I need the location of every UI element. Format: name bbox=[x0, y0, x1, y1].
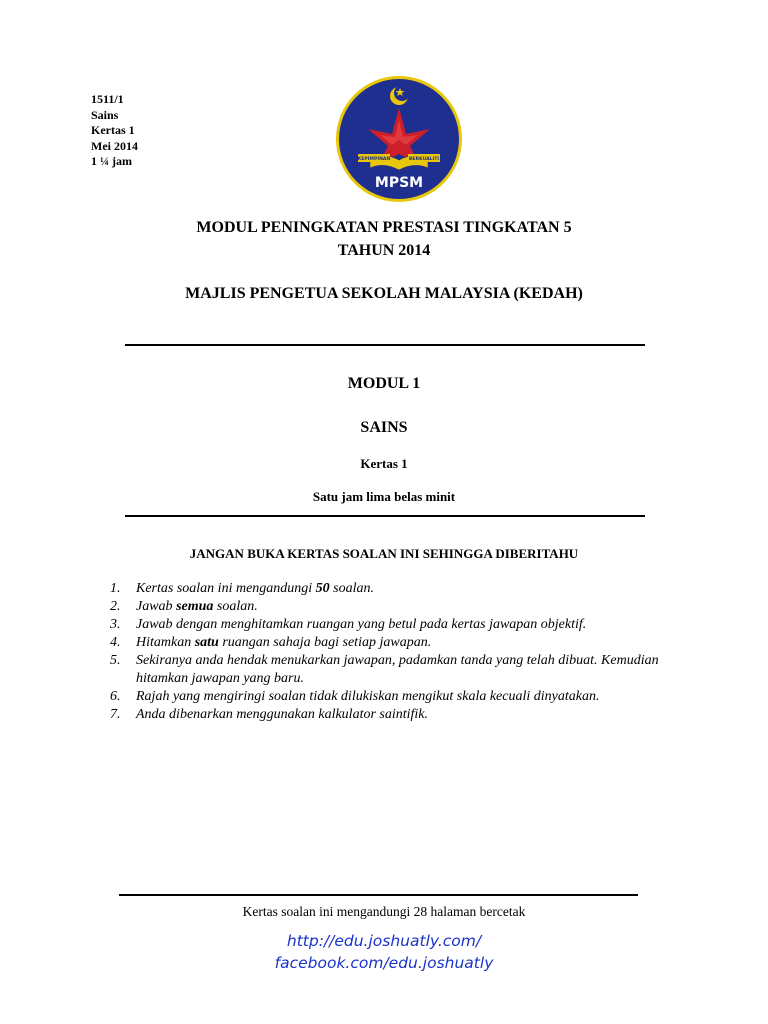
instruction-emphasis: 50 bbox=[315, 581, 330, 596]
instructions-list bbox=[110, 580, 670, 724]
instruction-item bbox=[110, 580, 670, 598]
paper-subject: Sains bbox=[91, 107, 119, 122]
instruction-text-part: soalan. bbox=[329, 581, 375, 596]
instruction-text bbox=[136, 598, 670, 616]
instruction-number: 1. bbox=[110, 581, 121, 596]
logo-banner-left: KEPIMPINAN bbox=[357, 157, 391, 163]
divider-footer bbox=[119, 894, 638, 896]
instruction-number: 4. bbox=[110, 635, 121, 650]
module-series-year: TAHUN 2014 bbox=[337, 242, 431, 259]
instruction-text-part: Hitamkan bbox=[136, 635, 195, 650]
instruction-text bbox=[136, 580, 670, 598]
instruction-item bbox=[110, 598, 670, 616]
instruction-text-part: Rajah yang mengiringi soalan tidak dilukiskan mengikut skala kecuali dinyatakan. bbox=[136, 689, 600, 704]
module-duration: Satu jam lima belas minit bbox=[312, 489, 456, 504]
do-not-open-notice: JANGAN BUKA KERTAS SOALAN INI SEHINGGA DIBERITAHU bbox=[189, 546, 579, 561]
page-count-note: Kertas soalan ini mengandungi 28 halaman bercetak bbox=[242, 904, 526, 919]
instruction-number: 5. bbox=[110, 653, 121, 668]
instruction-text-part: soalan. bbox=[213, 599, 258, 614]
paper-duration: 1 ¼ jam bbox=[91, 154, 132, 168]
instruction-emphasis: satu bbox=[194, 635, 219, 650]
instruction-text-part: Anda dibenarkan menggunakan kalkulator saintifik. bbox=[136, 707, 429, 722]
instruction-item bbox=[110, 652, 670, 688]
instruction-item bbox=[110, 688, 670, 706]
paper-number: Kertas 1 bbox=[91, 123, 135, 137]
organisation-name: MAJLIS PENGETUA SEKOLAH MALAYSIA (KEDAH) bbox=[185, 285, 583, 302]
logo-banner-right: BERKUALITI bbox=[408, 157, 440, 163]
logo-acronym: MPSM bbox=[374, 175, 424, 191]
instruction-number: 3. bbox=[110, 617, 121, 632]
instruction-text-part: Kertas soalan ini mengandungi bbox=[136, 581, 316, 596]
paper-date: Mei 2014 bbox=[91, 138, 138, 153]
instruction-text-part: Jawab dengan menghitamkan ruangan yang betul pada kertas jawapan objektif. bbox=[136, 617, 587, 632]
instruction-number: 7. bbox=[110, 707, 121, 722]
instruction-text-part: Jawab bbox=[136, 599, 177, 614]
instruction-emphasis: semua bbox=[176, 599, 214, 614]
website-link[interactable]: http://edu.joshuatly.com/ bbox=[286, 932, 482, 950]
instruction-text bbox=[136, 652, 670, 688]
paper-meta bbox=[91, 92, 138, 170]
instruction-number: 2. bbox=[110, 599, 121, 614]
instruction-item bbox=[110, 706, 670, 724]
divider-top bbox=[125, 344, 645, 346]
instruction-number: 6. bbox=[110, 689, 121, 704]
instruction-text-part: ruangan sahaja bagi setiap jawapan. bbox=[218, 635, 432, 650]
instruction-text bbox=[136, 706, 670, 724]
module-series-title: MODUL PENINGKATAN PRESTASI TINGKATAN 5 bbox=[196, 219, 572, 236]
instruction-text bbox=[136, 634, 670, 652]
instruction-text bbox=[136, 688, 670, 706]
instruction-item bbox=[110, 634, 670, 652]
paper-code: 1511/1 bbox=[91, 92, 124, 106]
mpsm-logo bbox=[334, 74, 464, 204]
module-paper: Kertas 1 bbox=[360, 456, 408, 471]
instruction-item bbox=[110, 616, 670, 634]
facebook-link[interactable]: facebook.com/edu.joshuatly bbox=[274, 954, 494, 972]
instruction-text-part: Sekiranya anda hendak menukarkan jawapan, padamkan tanda yang telah dibuat. Kemudian hitamkan jawapan yang baru. bbox=[136, 653, 659, 686]
module-name: MODUL 1 bbox=[347, 375, 421, 392]
module-subject: SAINS bbox=[360, 419, 408, 436]
instruction-text bbox=[136, 616, 670, 634]
divider-middle bbox=[125, 515, 645, 517]
